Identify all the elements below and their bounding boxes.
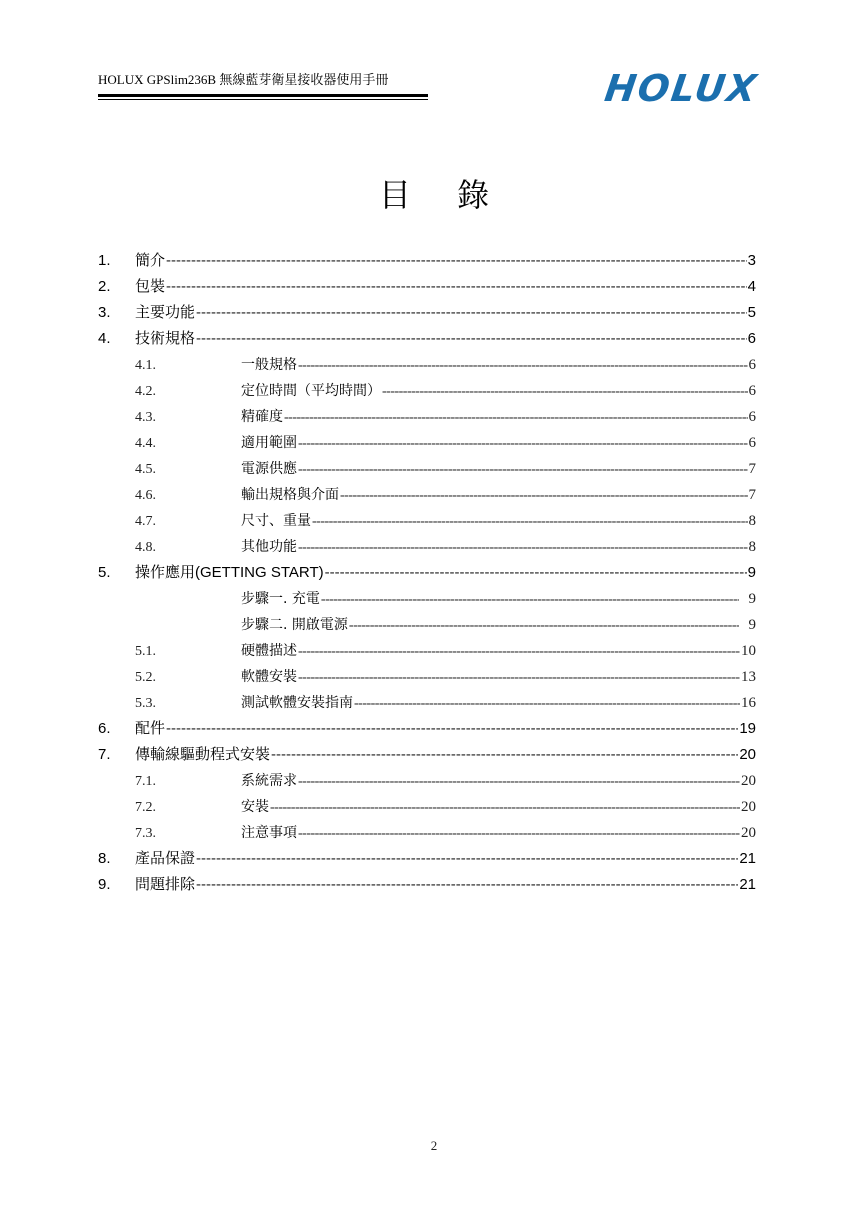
toc-entry-number: 7.2.	[135, 800, 156, 815]
toc-leader	[382, 379, 748, 404]
toc-entry-number: 5.2.	[135, 670, 156, 685]
toc-entry-label: 定位時間（平均時間）	[241, 383, 381, 399]
toc-entry[interactable]	[98, 482, 756, 508]
toc-entry-page: 8	[748, 513, 756, 529]
toc-entry[interactable]	[98, 248, 756, 274]
toc-entry-page: 4	[747, 278, 756, 295]
toc-leader	[354, 691, 740, 716]
toc-entry[interactable]	[98, 716, 756, 742]
toc-entry[interactable]	[98, 300, 756, 326]
toc-entry-page: 10	[741, 643, 756, 659]
toc-entry-number: 4.	[98, 330, 111, 347]
toc-entry-label: 一般規格	[241, 357, 297, 373]
toc-entry[interactable]	[98, 378, 756, 404]
toc-entry-number: 3.	[98, 304, 111, 321]
toc-entry-number: 4.4.	[135, 436, 156, 451]
toc-leader	[270, 795, 740, 820]
header-title: HOLUX GPSlim236B 無線藍芽衛星接收器使用手冊	[98, 72, 389, 87]
holux-logo: HOLUX	[602, 67, 761, 110]
toc-leader	[271, 742, 738, 768]
toc-entry[interactable]	[98, 274, 756, 300]
toc-leader	[298, 431, 748, 456]
toc-entry-number: 8.	[98, 850, 111, 867]
toc-entry-page: 9	[748, 591, 756, 607]
toc-leader	[349, 613, 739, 638]
toc-entry-number: 4.2.	[135, 384, 156, 399]
toc-leader	[321, 587, 739, 612]
toc-entry-number: 7.3.	[135, 826, 156, 841]
table-of-contents	[98, 248, 756, 898]
toc-entry-label: 操作應用(GETTING START)	[135, 564, 324, 581]
toc-entry-label: 步驟二. 開啟電源	[241, 617, 348, 633]
toc-entry-label: 配件	[135, 720, 166, 737]
toc-leader	[325, 560, 747, 586]
toc-leader	[284, 405, 748, 430]
toc-entry-label: 步驟一. 充電	[241, 591, 320, 607]
toc-entry-page: 16	[741, 695, 756, 711]
toc-entry-page: 8	[748, 539, 756, 555]
toc-entry-page: 20	[741, 773, 756, 789]
toc-entry-number: 1.	[98, 252, 111, 269]
toc-entry[interactable]	[98, 352, 756, 378]
toc-entry-page: 6	[747, 330, 756, 347]
toc-leader	[196, 872, 738, 898]
toc-entry-label: 精確度	[241, 409, 283, 425]
toc-entry-page: 21	[739, 876, 756, 893]
toc-entry[interactable]	[98, 742, 756, 768]
toc-entry-label: 主要功能	[135, 304, 196, 321]
toc-entry-number: 4.3.	[135, 410, 156, 425]
toc-entry-label: 適用範圍	[241, 435, 297, 451]
toc-entry-page: 9	[747, 564, 756, 581]
toc-leader	[196, 326, 747, 352]
header-rule-thin	[98, 99, 428, 100]
toc-entry[interactable]	[98, 404, 756, 430]
toc-entry-label: 安裝	[241, 799, 269, 815]
toc-entry[interactable]	[98, 872, 756, 898]
toc-entry-number: 4.5.	[135, 462, 156, 477]
toc-entry-label: 技術規格	[135, 330, 196, 347]
toc-entry-page: 6	[748, 435, 756, 451]
toc-entry[interactable]	[98, 820, 756, 846]
toc-entry-label: 尺寸、重量	[241, 513, 311, 529]
toc-leader	[196, 846, 738, 872]
toc-entry-number: 7.1.	[135, 774, 156, 789]
toc-leader	[166, 274, 747, 300]
toc-entry-number: 5.1.	[135, 644, 156, 659]
toc-entry-page: 3	[747, 252, 756, 269]
toc-entry-page: 7	[748, 487, 756, 503]
toc-entry-label: 其他功能	[241, 539, 297, 555]
toc-leader	[312, 509, 748, 534]
toc-entry-page: 13	[741, 669, 756, 685]
toc-leader	[166, 248, 747, 274]
toc-leader	[196, 300, 747, 326]
toc-entry-page: 20	[741, 825, 756, 841]
toc-entry[interactable]	[98, 456, 756, 482]
toc-entry-page: 6	[748, 357, 756, 373]
toc-entry-page: 20	[741, 799, 756, 815]
toc-leader	[298, 821, 740, 846]
toc-entry-label: 簡介	[135, 252, 166, 269]
toc-entry-number: 6.	[98, 720, 111, 737]
toc-leader	[298, 535, 748, 560]
toc-entry-number: 4.8.	[135, 540, 156, 555]
toc-entry-page: 7	[748, 461, 756, 477]
toc-entry-label: 硬體描述	[241, 643, 297, 659]
toc-entry[interactable]	[98, 508, 756, 534]
toc-entry-label: 軟體安裝	[241, 669, 297, 685]
toc-entry-number: 5.	[98, 564, 111, 581]
toc-entry[interactable]	[98, 612, 756, 638]
page-number: 2	[430, 1138, 438, 1153]
toc-entry-label: 包裝	[135, 278, 166, 295]
toc-entry-number: 4.6.	[135, 488, 156, 503]
toc-entry-label: 系統需求	[241, 773, 297, 789]
toc-entry[interactable]	[98, 846, 756, 872]
toc-entry[interactable]	[98, 534, 756, 560]
toc-entry-number: 4.1.	[135, 358, 156, 373]
toc-entry-page: 9	[748, 617, 756, 633]
toc-leader	[298, 639, 740, 664]
toc-entry-label: 產品保證	[135, 850, 196, 867]
toc-entry[interactable]	[98, 690, 756, 716]
toc-entry-number: 2.	[98, 278, 111, 295]
toc-entry-label: 輸出規格與介面	[241, 487, 339, 503]
toc-entry-number: 5.3.	[135, 696, 156, 711]
toc-entry[interactable]	[98, 430, 756, 456]
toc-leader	[340, 483, 748, 508]
toc-entry[interactable]	[98, 664, 756, 690]
toc-entry-page: 6	[748, 383, 756, 399]
toc-leader	[298, 769, 740, 794]
toc-entry-number: 7.	[98, 746, 111, 763]
toc-entry-label: 電源供應	[241, 461, 297, 477]
page-header	[98, 72, 428, 100]
toc-leader	[298, 353, 748, 378]
toc-entry[interactable]	[98, 326, 756, 352]
toc-title: 目 錄	[378, 176, 508, 214]
toc-entry-page: 20	[739, 746, 756, 763]
toc-entry-number: 4.7.	[135, 514, 156, 529]
toc-entry-label: 注意事項	[241, 825, 297, 841]
toc-entry-label: 測試軟體安裝指南	[241, 695, 353, 711]
toc-entry-page: 19	[739, 720, 756, 737]
toc-leader	[166, 716, 738, 742]
toc-entry-page: 21	[739, 850, 756, 867]
toc-entry-page: 6	[748, 409, 756, 425]
toc-entry[interactable]	[98, 586, 756, 612]
toc-entry-label: 傳輸線驅動程式安裝	[135, 746, 271, 763]
toc-leader	[298, 457, 748, 482]
toc-entry[interactable]	[98, 794, 756, 820]
header-rule	[98, 94, 428, 97]
toc-entry[interactable]	[98, 560, 756, 586]
toc-entry-label: 問題排除	[135, 876, 196, 893]
toc-entry-number: 9.	[98, 876, 111, 893]
toc-leader	[298, 665, 740, 690]
toc-entry-page: 5	[747, 304, 756, 321]
toc-entry[interactable]	[98, 638, 756, 664]
toc-entry[interactable]	[98, 768, 756, 794]
